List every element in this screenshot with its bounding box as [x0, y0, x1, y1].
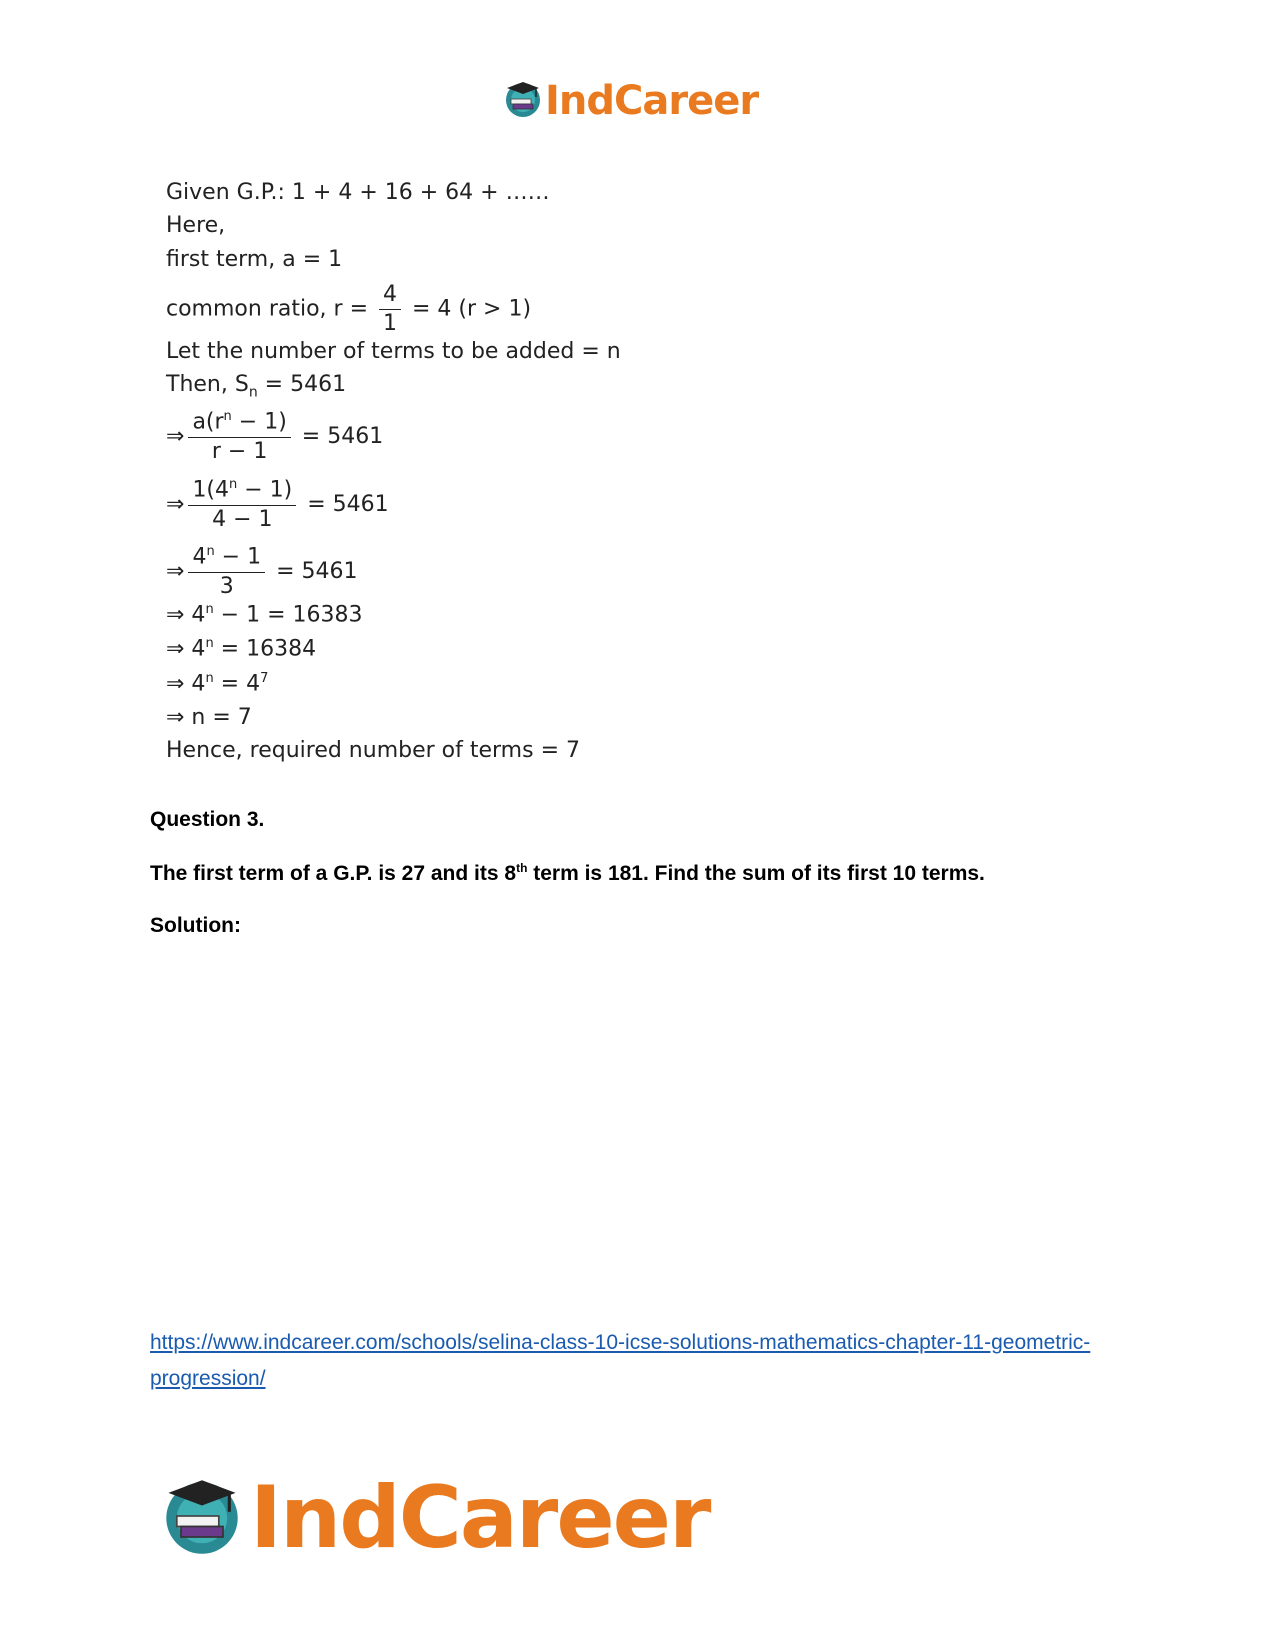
step5-rhs: = 16384	[213, 636, 317, 662]
common-ratio-line	[166, 283, 531, 336]
step3-rhs: = 5461	[269, 558, 358, 584]
ratio-prefix: common ratio, r =	[166, 296, 375, 322]
step-7: ⇒ n = 7	[166, 705, 252, 730]
let-n-line: Let the number of terms to be added = n	[166, 339, 621, 364]
then-sn-line	[166, 372, 346, 400]
step-1	[166, 410, 383, 464]
hence-line: Hence, required number of terms = 7	[166, 738, 580, 763]
then-suffix: = 5461	[257, 372, 347, 397]
step1-fraction	[188, 410, 290, 464]
ratio-fraction	[379, 283, 401, 336]
source-link[interactable]: https://www.indcareer.com/schools/selina-class-10-icse-solutions-mathematics-chapter-11-geometric-progression/	[150, 1331, 1091, 1390]
question-superscript: th	[516, 861, 528, 875]
here-line: Here,	[166, 213, 226, 238]
step3-denominator: 3	[219, 573, 234, 599]
step-6: ⇒ $4^n = 4^7$	[166, 671, 269, 697]
step3-numerator: $4^n - 1$	[188, 545, 265, 573]
step2-rhs: = 5461	[300, 491, 389, 517]
then-subscript: n	[248, 384, 258, 401]
graduation-globe-icon	[503, 79, 543, 124]
step-5: ⇒ $4^n = 16384$	[166, 636, 317, 662]
step3-fraction	[188, 545, 265, 599]
footer-logo	[160, 1468, 709, 1568]
question-text	[150, 861, 985, 886]
header-logo	[503, 78, 758, 124]
implies-symbol: ⇒	[166, 491, 185, 517]
implies-symbol: ⇒	[166, 558, 185, 584]
question-label: Question 3.	[150, 808, 265, 831]
step2-denominator: 4 − 1	[212, 506, 273, 532]
question-text-after: term is 181. Find the sum of its first 10 terms.	[527, 862, 985, 885]
ratio-numerator: 4	[379, 283, 401, 310]
implies-symbol: ⇒	[166, 423, 185, 449]
step-2	[166, 478, 389, 532]
ratio-suffix: = 4 (r > 1)	[405, 296, 532, 322]
step1-denominator: r − 1	[211, 438, 268, 464]
step1-numerator: $a(r^n - 1)$	[188, 410, 290, 438]
step2-numerator: $1(4^n - 1)$	[188, 478, 296, 506]
step-4: ⇒ $4^n - 1 = 16383$	[166, 602, 363, 628]
step4-rhs: − 1 = 16383	[213, 602, 363, 628]
graduation-globe-icon	[160, 1474, 244, 1563]
question-text-before: The first term of a G.P. is 27 and its 8	[150, 862, 517, 885]
brand-name: IndCareer	[250, 1468, 710, 1568]
given-gp-line: Given G.P.: 1 + 4 + 16 + 64 + ……	[166, 180, 550, 205]
step1-rhs: = 5461	[294, 423, 384, 449]
then-prefix: Then, S	[166, 372, 249, 397]
first-term-line: first term, a = 1	[166, 247, 343, 272]
ratio-denominator: 1	[383, 311, 397, 337]
step-3	[166, 545, 358, 599]
solution-label: Solution:	[150, 914, 241, 937]
step2-fraction	[188, 478, 296, 532]
brand-name: IndCareer	[545, 78, 759, 124]
